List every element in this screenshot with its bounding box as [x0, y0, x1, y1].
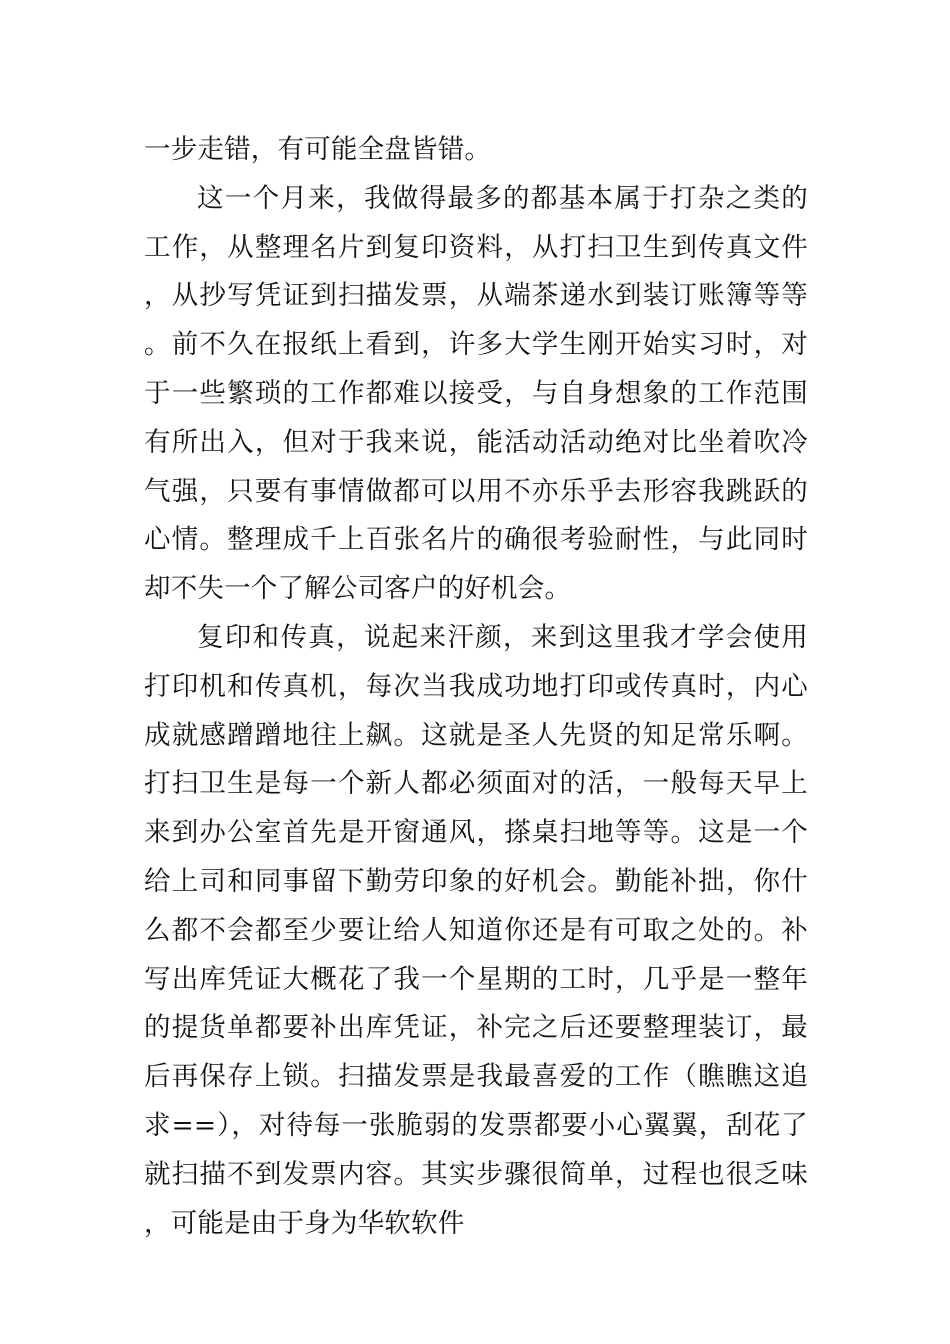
paragraph-3: 复印和传真，说起来汗颜，来到这里我才学会使用打印机和传真机，每次当我成功地打印或传真时，内心成就感蹭蹭地往上飙。这就是圣人先贤的知足常乐啊。打扫卫生是每一个新人都必须面对的活，一般每天早上来到办公室首先是开窗通风，搽桌扫地等等。这是一个给上司和同事留下勤劳印象的好机会。勤能补拙，你什么都不会都至少要让给人知道你还是有可取之处的。补写出库凭证大概花了我一个星期的工时，几乎是一整年的提货单都要补出库凭证，补完之后还要整理装订，最后再保存上锁。扫描发票是我最喜爱的工作（瞧瞧这追求==），对待每一张脆弱的发票都要小心翼翼，刮花了就扫描不到发票内容。其实步骤很简单，过程也很乏味，可能是由于身为华软软件 [144, 621, 808, 1239]
body-text [144, 126, 808, 1248]
paragraph-1: 一步走错，有可能全盘皆错。 [144, 134, 492, 165]
paragraph-2: 这一个月来，我做得最多的都基本属于打杂之类的工作，从整理名片到复印资料，从打扫卫生到传真文件，从抄写凭证到扫描发票，从端茶递水到装订账簿等等。前不久在报纸上看到，许多大学生刚开始实习时，对于一些繁琐的工作都难以接受，与自身想象的工作范围有所出入，但对于我来说，能活动活动绝对比坐着吹冷气强，只要有事情做都可以用不亦乐乎去形容我跳跃的心情。整理成千上百张名片的确很考验耐性，与此同时却不失一个了解公司客户的好机会。 [144, 182, 808, 605]
